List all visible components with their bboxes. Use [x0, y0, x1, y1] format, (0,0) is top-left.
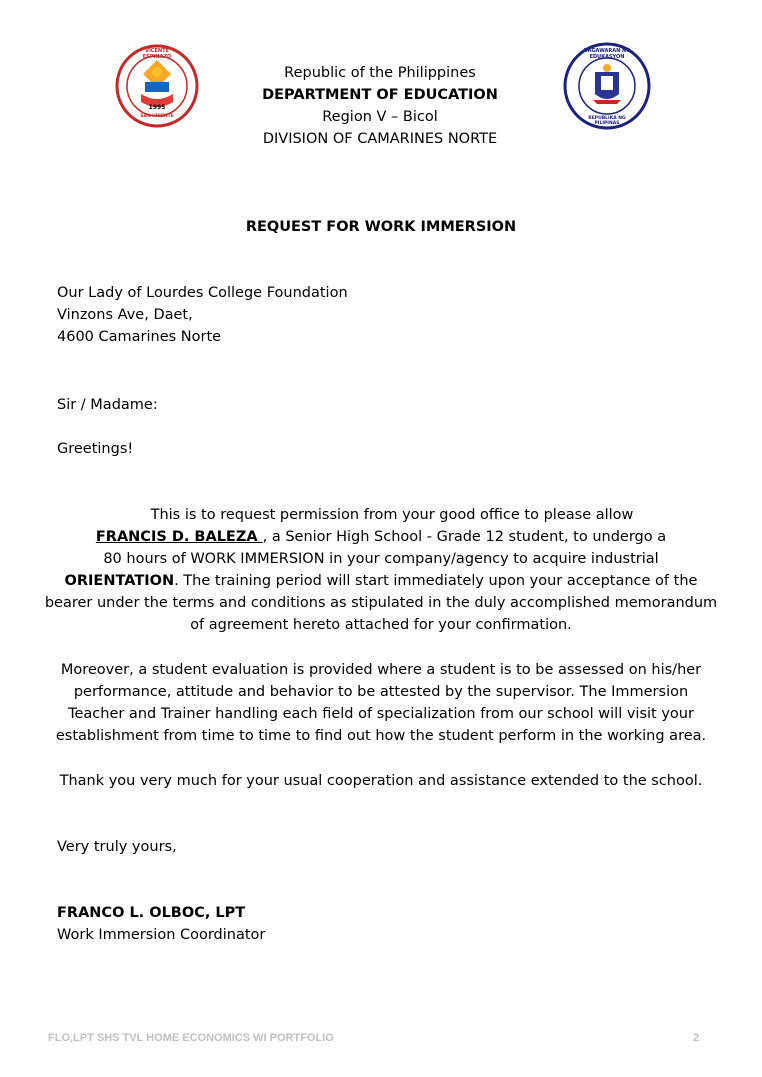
para1-line-4: ORIENTATION. The training period will start immediately upon your acceptance of the — [64, 573, 698, 589]
salutation: Sir / Madame: — [57, 397, 158, 413]
department-line: DEPARTMENT OF EDUCATION — [262, 87, 498, 103]
address-block — [57, 282, 348, 348]
left-seal-ring-text: VICENTE ESPINAZO — [142, 48, 172, 60]
page-number: 2 — [693, 1032, 700, 1044]
paragraph-3: Thank you very much for your usual cooperation and assistance extended to the school. — [59, 773, 703, 789]
right-seal-ring-text-top: KAGAWARAN NG EDUKASYON — [583, 48, 631, 60]
para1-line-5: bearer under the terms and conditions as stipulated in the duly accomplished memorandum — [44, 595, 718, 611]
para2-line-2: performance, attitude and behavior to be attested by the supervisor. The Immersion — [73, 684, 689, 700]
paragraph-2 — [40, 659, 722, 747]
para1-line-6: of agreement hereto attached for your confirmation. — [190, 617, 572, 633]
para1-line-3: 80 hours of WORK IMMERSION in your company/agency to acquire industrial — [103, 551, 659, 567]
para1-line-2: FRANCIS D. BALEZA , a Senior High School - Grade 12 student, to undergo a — [95, 529, 667, 545]
greeting: Greetings! — [57, 441, 134, 457]
signatory-title: Work Immersion Coordinator — [57, 927, 266, 943]
signatory-block — [57, 902, 265, 946]
paragraph-1 — [40, 504, 722, 636]
footer-text: FLO,LPT SHS TVL HOME ECONOMICS WI PORTFOLIO — [48, 1032, 334, 1044]
address-line-1: Our Lady of Lourdes College Foundation — [57, 285, 348, 301]
para2-line-4: establishment from time to time to find out how the student perform in the working area. — [55, 728, 707, 744]
right-seal-ring-text-bottom: REPUBLIKA NG PILIPINAS — [588, 116, 626, 126]
left-seal-year: 1995 — [148, 104, 166, 111]
left-seal-bottom-text: SAN VICENTE — [140, 114, 174, 119]
para2-line-3: Teacher and Trainer handling each field of specialization from our school will visit your — [68, 706, 694, 722]
closing: Very truly yours, — [57, 839, 177, 855]
letter-title: REQUEST FOR WORK IMMERSION — [245, 219, 517, 235]
signatory-name: FRANCO L. OLBOC, LPT — [57, 905, 246, 921]
letterhead — [180, 62, 580, 150]
student-name: FRANCIS D. BALEZA — [95, 529, 263, 545]
para2-line-1: Moreover, a student evaluation is provided where a student is to be assessed on his/her — [60, 662, 702, 678]
division-line: DIVISION OF CAMARINES NORTE — [262, 131, 498, 147]
region-line: Region V – Bicol — [322, 109, 438, 125]
address-line-3: 4600 Camarines Norte — [57, 329, 222, 345]
republic-line: Republic of the Philippines — [284, 65, 476, 81]
para1-line-1: This is to request permission from your good office to please allow — [150, 507, 634, 523]
orientation-term: ORIENTATION — [64, 573, 175, 589]
address-line-2: Vinzons Ave, Daet, — [57, 307, 193, 323]
